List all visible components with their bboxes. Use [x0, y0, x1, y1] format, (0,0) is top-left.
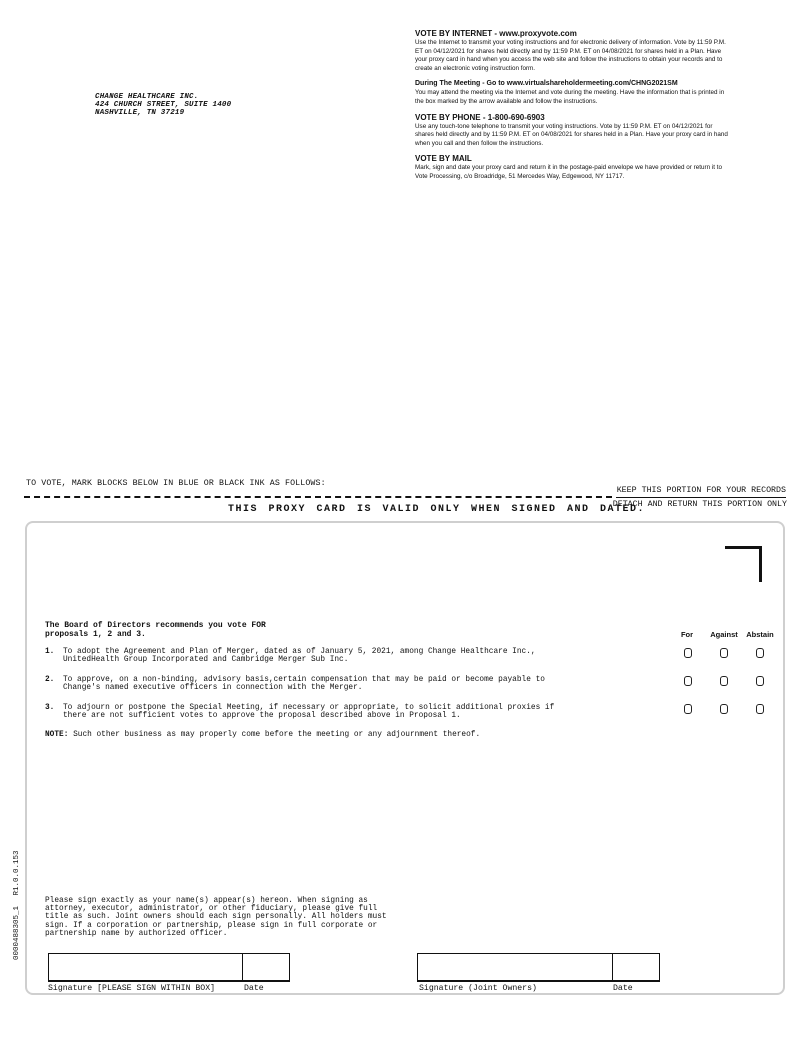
proposal-2-abstain-checkbox[interactable]	[756, 676, 764, 686]
note	[45, 731, 480, 739]
document-control-code: 0000488305_1 R1.0.0.153	[13, 850, 21, 960]
board-line-1: The Board of Directors recommends you vote FOR	[45, 621, 266, 630]
detach-portion-label: DETACH AND RETURN THIS PORTION ONLY	[612, 500, 787, 509]
vote-mail-body: Mark, sign and date your proxy card and return it in the postage-paid envelope we have provided or return it to Vote Processing, c/o Broadridge, 51 Mercedes Way, Edgewood, NY 11717.	[415, 164, 722, 180]
joint-signature-date-box[interactable]	[612, 953, 660, 982]
proposal-text-line-1: To adopt the Agreement and Plan of Merger, dated as of January 5, 2021, among Change Healthcare Inc.,	[63, 648, 536, 656]
voting-instructions	[415, 29, 733, 188]
mark-instruction: TO VOTE, MARK BLOCKS BELOW IN BLUE OR BLACK INK AS FOLLOWS:	[26, 479, 326, 488]
proposal-number: 2.	[45, 676, 55, 684]
vote-phone-section	[415, 113, 733, 149]
signature-date-label: Date	[244, 984, 264, 993]
valid-notice: THIS PROXY CARD IS VALID ONLY WHEN SIGNED AND DATED.	[228, 504, 646, 515]
vote-internet-body: Use the Internet to transmit your voting instructions and for electronic delivery of information. Vote by 11:59 P.M. ET on 04/12/2021 for shares held directly and by 11:59 P.M. ET on 04/08/2021 for shares held in a Plan. Have your proxy card in hand when you access the web site and follow the instructions to obtain your records and to create an electronic voting instruction form.	[415, 39, 726, 72]
vote-internet-heading[interactable]: VOTE BY INTERNET - www.proxyvote.com	[415, 29, 577, 38]
signing-instructions	[45, 897, 405, 938]
signing-line-1: Please sign exactly as your name(s) appear(s) hereon. When signing as	[45, 897, 368, 905]
signing-line-5: partnership name by authorized officer.	[45, 929, 228, 938]
vote-meeting-body: You may attend the meeting via the Internet and vote during the meeting. Have the information that is printed in the box marked by the arrow available and follow the instructions.	[415, 89, 725, 105]
address-line-1: CHANGE HEALTHCARE INC.	[95, 93, 199, 101]
proposal-text-line-2: UnitedHealth Group Incorporated and Cambridge Merger Sub Inc.	[63, 656, 349, 665]
vote-mail-section	[415, 154, 733, 181]
proposal-2-against-checkbox[interactable]	[720, 676, 728, 686]
detach-line	[24, 496, 612, 498]
vote-phone-heading: VOTE BY PHONE - 1-800-690-6903	[415, 112, 545, 122]
corner-registration-mark	[725, 546, 762, 582]
vote-meeting-heading[interactable]: During The Meeting - Go to www.virtualshareholdermeeting.com/CHNG2021SM	[415, 80, 678, 88]
signature-label: Signature [PLEASE SIGN WITHIN BOX]	[48, 984, 216, 993]
note-text: Such other business as may properly come before the meeting or any adjournment thereof.	[68, 731, 481, 739]
vote-meeting-section	[415, 79, 733, 106]
proposal-text-line-1: To approve, on a non-binding, advisory basis,certain compensation that may be paid or become payable to	[63, 676, 545, 684]
proposal-1-against-checkbox[interactable]	[720, 648, 728, 658]
signature-date-box[interactable]	[242, 953, 290, 982]
joint-signature-date-label: Date	[613, 984, 633, 993]
proposal-3	[45, 704, 605, 720]
vote-mail-heading: VOTE BY MAIL	[415, 154, 472, 164]
proposal-1	[45, 648, 605, 664]
proposal-text-line-1: To adjourn or postpone the Special Meeting, if necessary or appropriate, to solicit additional proxies if	[63, 704, 555, 712]
proposal-3-for-checkbox[interactable]	[684, 704, 692, 714]
signing-line-4: sign. If a corporation or partnership, please sign in full corporate or	[45, 921, 378, 930]
proposal-3-against-checkbox[interactable]	[720, 704, 728, 714]
vote-phone-body: Use any touch-tone telephone to transmit your voting instructions. Vote by 11:59 P.M. ET on 04/12/2021 for shares held directly and by 11:59 P.M. ET on 04/08/2021 for shares held in a Plan. Have your proxy card in hand when you call and then follow the instructions.	[415, 122, 728, 147]
column-for: For	[680, 630, 694, 639]
column-abstain: Abstain	[746, 630, 774, 639]
signing-line-2: attorney, executor, administrator, or other fiduciary, please give full	[45, 905, 378, 914]
proposal-number: 3.	[45, 704, 55, 712]
column-against: Against	[710, 630, 738, 639]
proposal-text-line-2: there are not sufficient votes to approve the proposal described above in Proposal 1.	[63, 712, 461, 721]
board-recommendation	[45, 621, 266, 639]
signing-line-3: title as such. Joint owners should each sign personally. All holders must	[45, 913, 387, 922]
address-line-2: 424 CHURCH STREET, SUITE 1400	[95, 101, 232, 110]
board-line-2: proposals 1, 2 and 3.	[45, 630, 146, 639]
joint-signature-box[interactable]	[417, 953, 613, 982]
signature-box[interactable]	[48, 953, 243, 982]
proposal-1-abstain-checkbox[interactable]	[756, 648, 764, 658]
proposal-2	[45, 676, 605, 692]
keep-portion-label: KEEP THIS PORTION FOR YOUR RECORDS	[616, 486, 786, 498]
address-line-3: NASHVILLE, TN 37219	[95, 109, 185, 118]
proposal-2-for-checkbox[interactable]	[684, 676, 692, 686]
proposal-3-abstain-checkbox[interactable]	[756, 704, 764, 714]
proposal-number: 1.	[45, 648, 55, 656]
vote-internet-section	[415, 29, 733, 73]
mailing-address	[95, 93, 231, 118]
joint-signature-label: Signature (Joint Owners)	[419, 984, 537, 993]
proposal-1-for-checkbox[interactable]	[684, 648, 692, 658]
note-label: NOTE:	[45, 731, 69, 739]
proposal-text-line-2: Change's named executive officers in connection with the Merger.	[63, 684, 363, 693]
